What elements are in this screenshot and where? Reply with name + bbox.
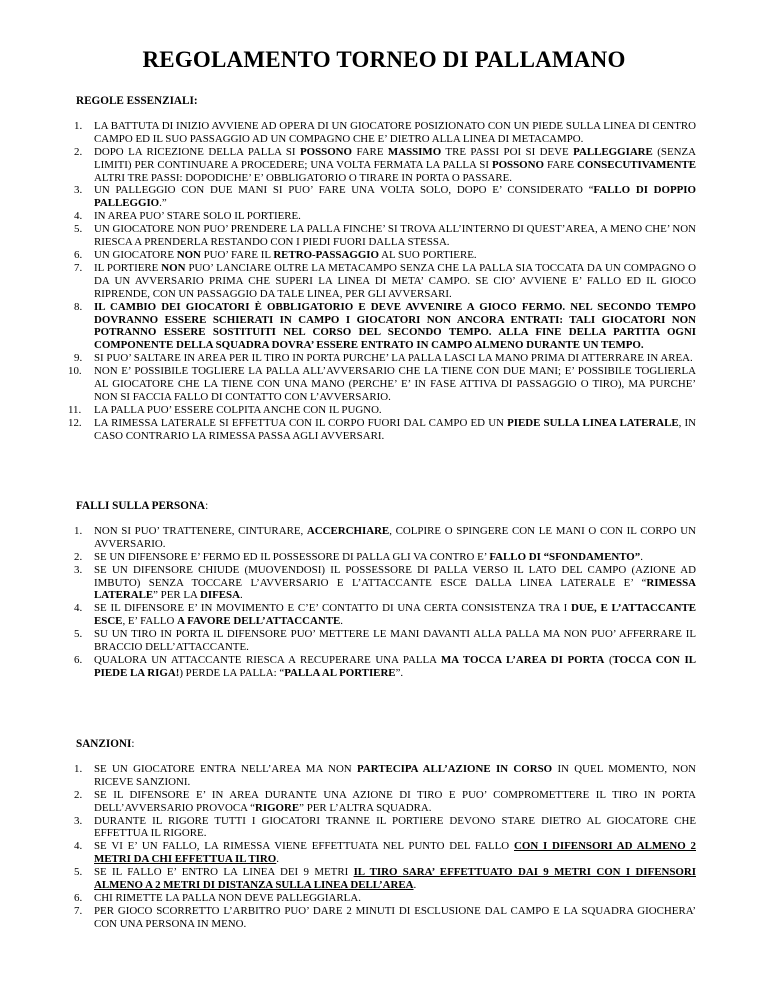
list-item-number: 5.: [74, 628, 83, 641]
list-item: [76, 301, 696, 353]
list-item: [76, 789, 696, 815]
section-heading: SANZIONI:: [76, 738, 135, 750]
list-item: [76, 763, 696, 789]
list-item: [76, 905, 696, 931]
section-sanzioni: [76, 738, 696, 931]
list-item-text: SI PUO’ SALTARE IN AREA PER IL TIRO IN PORTA PURCHE’ LA PALLA LASCI LA MANO PRIMA DI ATTERRARE IN AREA.: [94, 352, 693, 365]
list-item: [76, 262, 696, 301]
list-item-text: UN GIOCATORE NON PUO’ FARE IL RETRO-PASSAGGIO AL SUO PORTIERE.: [94, 248, 477, 261]
list-item-number: 6.: [74, 248, 83, 261]
section-heading: REGOLE ESSENZIALI:: [76, 95, 198, 107]
list-item-number: 9.: [74, 352, 83, 365]
section-heading: FALLI SULLA PERSONA:: [76, 500, 209, 512]
list-item-number: 4.: [74, 210, 83, 223]
section-regole-essenziali: [68, 95, 697, 443]
list-item: [76, 551, 696, 564]
list-item-number: 6.: [74, 653, 83, 666]
list-item-text: IL CAMBIO DEI GIOCATORI È OBBLIGATORIO E DEVE AVVENIRE A GIOCO FERMO. NEL SECONDO TEMPO DOVRANNO ESSERE SCHIERATI IN CAMPO I GIOCATORI NON ANCORA ENTRATI: TALI GIOCATORI NON POTRANNO ESSERE SOSTITUITI NEL CORSO DEL SECONDO TEMPO. ALLA FINE DELLA PARTITA OGNI COMPONENTE DELLA SQUADRA DOVRA’ ESSERE ENTRATO IN CAMPO ALMENO DURANTE UN TEMPO.: [94, 300, 696, 352]
list-item-text: LA PALLA PUO’ ESSERE COLPITA ANCHE CON IL PUGNO.: [94, 403, 382, 416]
list-item-text: IN AREA PUO’ STARE SOLO IL PORTIERE.: [94, 210, 301, 223]
list-item: [76, 628, 696, 654]
list-item-number: 2.: [74, 788, 83, 801]
list-item: [76, 602, 696, 628]
list-item-text: QUALORA UN ATTACCANTE RIESCA A RECUPERARE UNA PALLA MA TOCCA L’AREA DI PORTA (TOCCA CON IL PIEDE LA RIGA!) PERDE LA PALLA: “PALLA AL PORTIERE”.: [94, 653, 696, 679]
list-item: [76, 223, 696, 249]
list-item-text: UN GIOCATORE NON PUO’ PRENDERE LA PALLA FINCHE’ SI TROVA ALL’INTERNO DI QUEST’AREA, A MENO CHE’ NON RIESCA A PRENDERLA RESTANDO CON I PIEDI FUORI DALLA STESSA.: [94, 223, 696, 249]
list-item: [76, 564, 696, 603]
list-item-number: 10.: [68, 365, 82, 378]
list-item: [76, 892, 696, 905]
list-item-number: 4.: [74, 602, 83, 615]
list-item-text: SE UN DIFENSORE CHIUDE (MUOVENDOSI) IL POSSESSORE DI PALLA VERSO IL LATO DEL CAMPO (AZIONE AD IMBUTO) SENZA TOCCARE L’AVVERSARIO E L’ATTACCANTE ESCE DALLA LINEA LATERALE E’ “RIMESSA LATERALE” PER LA DIFESA.: [94, 563, 696, 602]
list-item-number: 3.: [74, 184, 83, 197]
list-item: [76, 120, 696, 146]
list-item-number: 4.: [74, 840, 83, 853]
list-item-number: 11.: [68, 403, 82, 416]
list-item-text: SE IL DIFENSORE E’ IN MOVIMENTO E C’E’ CONTATTO DI UNA CERTA CONSISTENZA TRA I DUE, E L’ATTACCANTE ESCE, E’ FALLO A FAVORE DELL’ATTACCANTE.: [94, 602, 696, 628]
list-item: [76, 840, 696, 866]
list-item-number: 7.: [74, 904, 83, 917]
list-item-number: 3.: [74, 814, 83, 827]
list-item: [76, 146, 696, 185]
list-item-number: 12.: [68, 416, 82, 429]
list-item-text: UN PALLEGGIO CON DUE MANI SI PUO’ FARE UNA VOLTA SOLO, DOPO E’ CONSIDERATO “FALLO DI DOPPIO PALLEGGIO.”: [94, 184, 697, 210]
list-item-text: SE IL DIFENSORE E’ IN AREA DURANTE UNA AZIONE DI TIRO E PUO’ COMPROMETTERE IL TIRO IN PORTA DELL’AVVERSARIO PROVOCA “RIGORE” PER L’ALTRA SQUADRA.: [94, 788, 696, 814]
list-item-text: DURANTE IL RIGORE TUTTI I GIOCATORI TRANNE IL PORTIERE DEVONO STARE DIETRO AL GIOCATORE CHE EFFETTUA IL RIGORE.: [94, 814, 696, 840]
list-item-number: 3.: [74, 563, 83, 576]
list-item-text: LA RIMESSA LATERALE SI EFFETTUA CON IL CORPO FUORI DAL CAMPO ED UN PIEDE SULLA LINEA LATERALE, IN CASO CONTRARIO LA RIMESSA PASSA AGLI AVVERSARI.: [94, 416, 696, 442]
list-item-number: 6.: [74, 891, 83, 904]
list-item-text: CHI RIMETTE LA PALLA NON DEVE PALLEGGIARLA.: [94, 891, 361, 904]
list-item-text: NON E’ POSSIBILE TOGLIERE LA PALLA ALL’AVVERSARIO CHE LA TIENE CON DUE MANI; E’ POSSIBILE TOGLIERLA AL GIOCATORE CHE LA TIENE CON UNA MANO (PERCHE’ E’ IN FASE ATTIVA DI PASSAGGIO O TIRO), MA PURCHE’ NON SI FACCIA FALLO DI CONTATTO CON L’AVVERSARIO.: [94, 365, 696, 403]
list-item: [76, 815, 696, 841]
list-item: [68, 403, 696, 417]
list-item-number: 1.: [74, 524, 83, 537]
list-item-text: LA BATTUTA DI INIZIO AVVIENE AD OPERA DI UN GIOCATORE POSIZIONATO CON UN PIEDE SULLA LINEA DI CENTRO CAMPO ED IL SUO PASSAGGIO AD UN COMPAGNO CHE E’ DIETRO ALLA LINEA DI METACAMPO.: [94, 119, 696, 145]
list-item: [76, 210, 696, 223]
rules-list: [76, 525, 696, 680]
list-item: [68, 365, 696, 404]
list-item-text: PER GIOCO SCORRETTO L’ARBITRO PUO’ DARE 2 MINUTI DI ESCLUSIONE DAL CAMPO E LA SQUADRA GIOCHERA’ CON UNA PERSONA IN MENO.: [94, 904, 696, 930]
list-item-text: SE UN DIFENSORE E’ FERMO ED IL POSSESSORE DI PALLA GLI VA CONTRO E’ FALLO DI “SFONDAMENTO”.: [94, 550, 643, 563]
list-item: [76, 654, 696, 680]
list-item-text: SU UN TIRO IN PORTA IL DIFENSORE PUO’ METTERE LE MANI DAVANTI ALLA PALLA MA NON PUO’ AFFERRARE IL BRACCIO DELL’ATTACCANTE.: [94, 628, 696, 654]
list-item: [76, 866, 696, 892]
list-item-number: 5.: [74, 223, 83, 236]
rules-list: [76, 763, 696, 931]
list-item-text: SE UN GIOCATORE ENTRA NELL’AREA MA NON PARTECIPA ALL’AZIONE IN CORSO IN QUEL MOMENTO, NON RICEVE SANZIONI.: [94, 762, 696, 788]
list-item: [76, 525, 696, 551]
list-item: [68, 416, 696, 443]
list-item-text: IL PORTIERE NON PUO’ LANCIARE OLTRE LA METACAMPO SENZA CHE LA PALLA SIA TOCCATA DA UN COMPAGNO O DA UN AVVERSARIO PRIMA CHE SUPERI LA LINEA DI META’ CAMPO. SE CIO’ AVVIENE E’ FALLO ED IL GIOCO RIPRENDE, CON UN PASSAGGIO DA TALE LINEA, PER GLI AVVERSARI.: [94, 261, 696, 300]
document-title: REGOLAMENTO TORNEO DI PALLAMANO: [142, 47, 626, 72]
list-item-number: 5.: [74, 866, 83, 879]
list-item-number: 2.: [74, 145, 83, 158]
list-item-number: 2.: [74, 550, 83, 563]
list-item-text: DOPO LA RICEZIONE DELLA PALLA SI POSSONO FARE MASSIMO TRE PASSI POI SI DEVE PALLEGGIARE (SENZA LIMITI) PER CONTINUARE A PROCEDERE; UNA VOLTA FERMATA LA PALLA SI POSSONO FARE CONSECUTIVAMENTE ALTRI TRE PASSI: DOPODICHE’ E’ OBBLIGATORIO O TIRARE IN PORTA O PASSARE.: [94, 145, 696, 184]
list-item: [76, 184, 696, 210]
list-item-number: 7.: [74, 261, 83, 274]
list-item: [76, 249, 696, 262]
section-falli-sulla-persona: [76, 500, 696, 680]
list-item-number: 1.: [74, 762, 83, 775]
rules-list: [68, 119, 697, 443]
list-item: [76, 352, 696, 365]
list-item-text: SE IL FALLO E’ ENTRO LA LINEA DEI 9 METRI IL TIRO SARA’ EFFETTUATO DAI 9 METRI CON I DIFENSORI ALMENO A 2 METRI DI DISTANZA SULLA LINEA DELL’AREA.: [94, 866, 696, 892]
list-item-number: 1.: [74, 119, 83, 132]
list-item-number: 8.: [74, 300, 83, 313]
list-item-text: NON SI PUO’ TRATTENERE, CINTURARE, ACCERCHIARE, COLPIRE O SPINGERE CON LE MANI O CON IL CORPO UN AVVERSARIO.: [94, 524, 696, 550]
list-item-text: SE VI E’ UN FALLO, LA RIMESSA VIENE EFFETTUATA NEL PUNTO DEL FALLO CON I DIFENSORI AD ALMENO 2 METRI DA CHI EFFETTUA IL TIRO.: [94, 840, 696, 866]
